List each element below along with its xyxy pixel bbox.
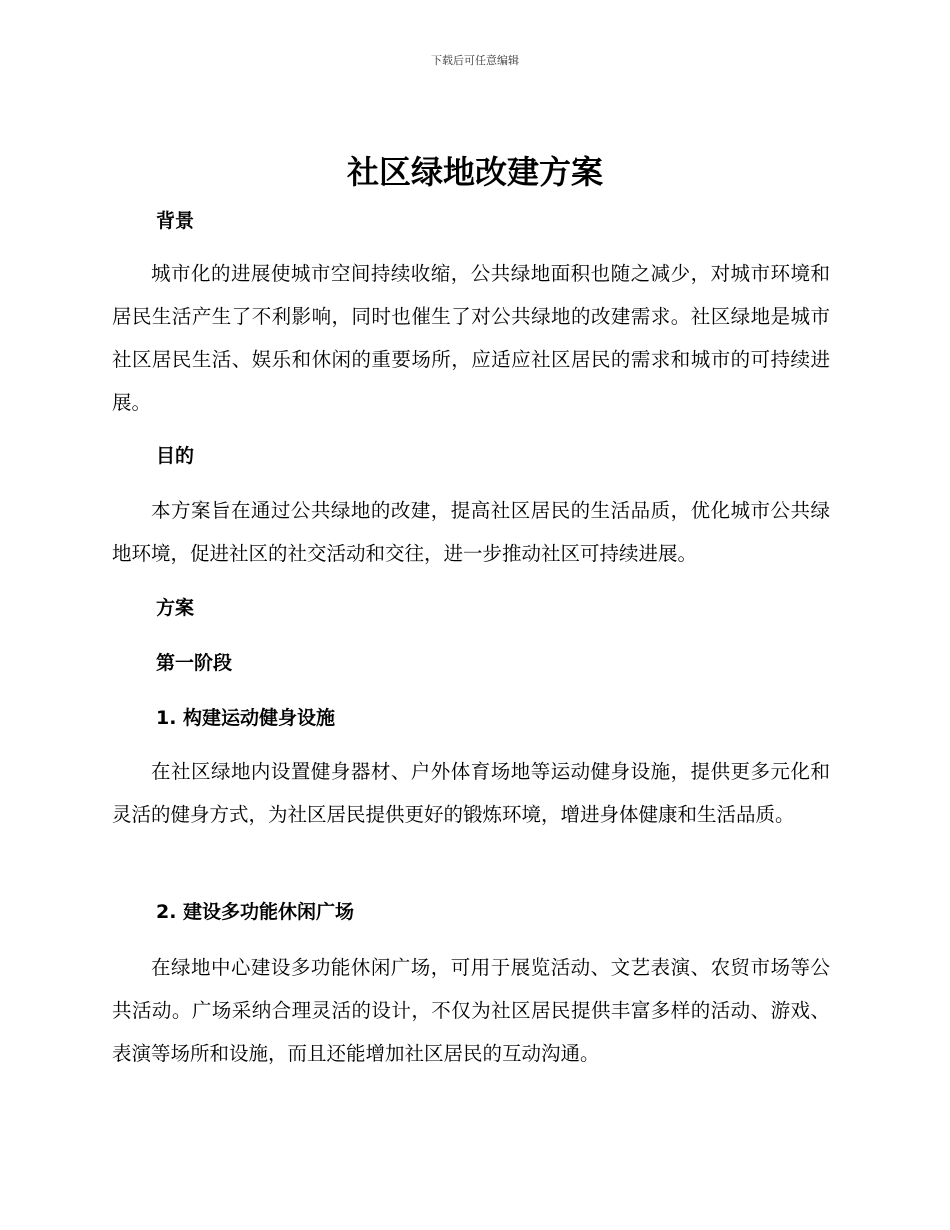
heading-background: 背景: [156, 210, 195, 232]
heading-item-1: 1. 构建运动健身设施: [156, 707, 336, 729]
heading-plan: 方案: [156, 597, 195, 619]
heading-phase-1: 第一阶段: [156, 652, 233, 674]
paragraph-background: 城市化的进展使城市空间持续收缩，公共绿地面积也随之减少，对城市环境和居民生活产生了不利影响，同时也催生了对公共绿地的改建需求。社区绿地是城市社区居民生活、娱乐和休闲的重要场所，应适应社区居民的需求和城市的可持续进展。: [112, 262, 830, 414]
paragraph-purpose: 本方案旨在通过公共绿地的改建，提高社区居民的生活品质，优化城市公共绿地环境，促进社区的社交活动和交往，进一步推动社区可持续进展。: [112, 499, 830, 565]
document-title: 社区绿地改建方案: [346, 153, 603, 191]
paragraph-item-1: 在社区绿地内设置健身器材、户外体育场地等运动健身设施，提供更多元化和灵活的健身方式，为社区居民提供更好的锻炼环境，增进身体健康和生活品质。: [112, 760, 830, 826]
heading-purpose: 目的: [156, 445, 195, 467]
page-header-note: 下载后可任意编辑: [431, 54, 519, 67]
paragraph-item-2: 在绿地中心建设多功能休闲广场，可用于展览活动、文艺表演、农贸市场等公共活动。广场采纳合理灵活的设计，不仅为社区居民提供丰富多样的活动、游戏、表演等场所和设施，而且还能增加社区居民的互动沟通。: [112, 956, 830, 1065]
heading-item-2: 2. 建设多功能休闲广场: [156, 901, 355, 923]
